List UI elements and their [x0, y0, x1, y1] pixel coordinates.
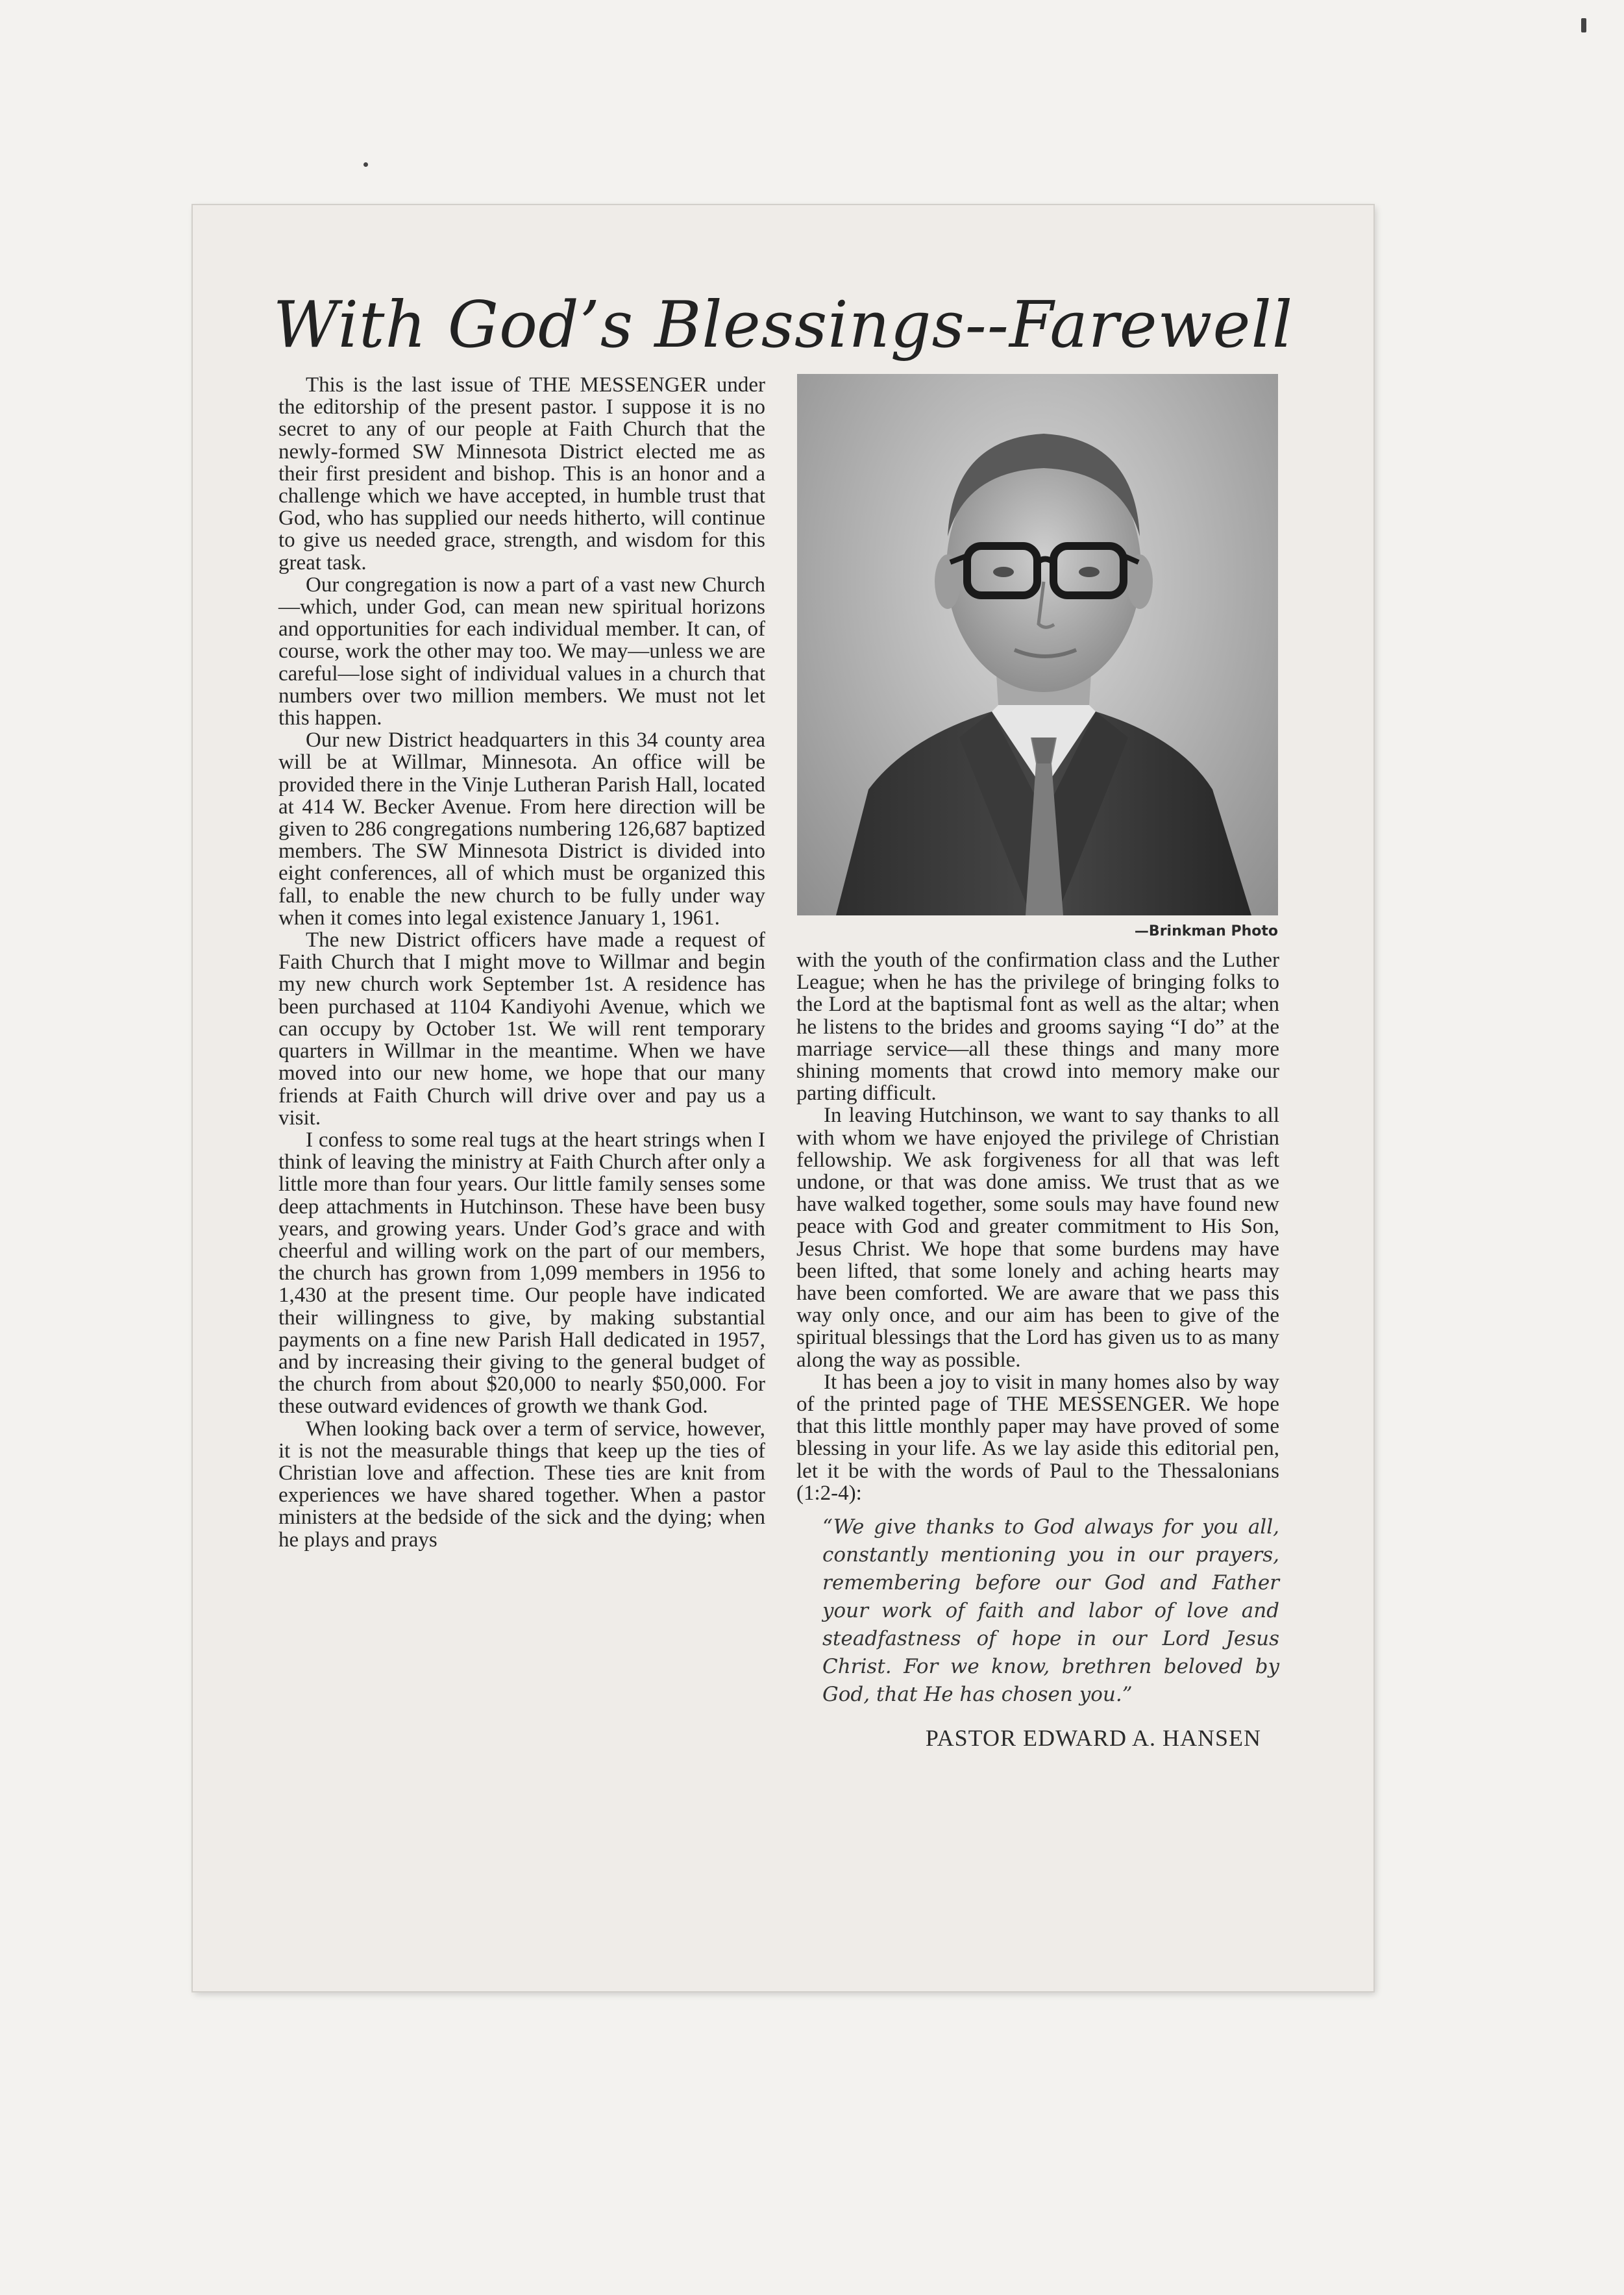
photo-credit: —Brinkman Photo: [1134, 923, 1278, 939]
portrait-illustration: [797, 374, 1278, 915]
right-column: [796, 949, 1279, 1752]
paragraph: Our new District headquarters in this 34 county area will be at Willmar, Minnesota. An office will be provided there in the Vinje Lutheran Parish Hall, located at 414 W. Becker Avenue. From here direction will be given to 286 congregations numbering 126,687 baptized members. The SW Minnesota District is divided into eight conferences, all of which must be organized this fall, to enable the new church to be fully under way when it comes into legal existence January 1, 1961.: [278, 728, 765, 930]
scripture-quote: “We give thanks to God always for you all, constantly mentioning you in our prayers, remembering before our God and Father your work of faith and labor of love and steadfastness of hope in our Lord Jesus Christ. For we know, brethren beloved by God, that He has chosen you.”: [822, 1515, 1279, 1707]
pastor-portrait-photo: [797, 374, 1278, 915]
paragraph: with the youth of the confirmation class and the Luther League; when he has the privilege of bringing folks to the Lord at the baptismal font as well as the altar; when he listens to the brides and grooms saying “I do” at the marriage service—all these things and many more shining moments that crowd into memory make our parting difficult.: [796, 949, 1279, 1106]
paragraph: Our congregation is now a part of a vast new Church—which, under God, can mean new spiritual horizons and opportunities for each individual member. It can, of course, work the other may too. We may—unless we are careful—lose sight of individual values in a church that numbers over two million members. We must not let this happen.: [278, 573, 765, 730]
paragraph: This is the last issue of THE MESSENGER under the editorship of the present pastor. I suppose it is no secret to any of our people at Faith Church that the newly-formed SW Minnesota District elected me as their first president and bishop. This is an honor and a challenge which we have accepted, in humble trust that God, who has supplied our needs hitherto, will continue to give us needed grace, strength, and wisdom for this great task.: [278, 373, 765, 575]
author-signature: PASTOR EDWARD A. HANSEN: [925, 1725, 1261, 1752]
paragraph: I confess to some real tugs at the heart strings when I think of leaving the ministry at Faith Church after only a little more than four years. Our little family senses some deep attachments in Hutchinson. These have been busy years, and growing years. Under God’s grace and with cheerful and willing work on the part of our members, the church has grown from 1,099 members in 1956 to 1,430 at the present time. Our people have indicated their willingness to give, by making substantial payments on a fine new Parish Hall dedicated in 1957, and by increasing their giving to the general budget of the church from about $20,000 to nearly $50,000. For these outward evidences of growth we thank God.: [278, 1128, 765, 1419]
paragraph: In leaving Hutchinson, we want to say thanks to all with whom we have enjoyed the privilege of Christian fellowship. We ask forgiveness for all that was left undone, or that was done amiss. We trust that as we have walked together, some souls may have found new peace with God and greater commitment to His Son, Jesus Christ. We hope that some burdens may have been lifted, that some lonely and aching hearts may have been comforted. We are aware that we pass this way only once, and our aim has been to give of the spiritual blessings that the Lord has given us to as many along the way as possible.: [796, 1104, 1279, 1372]
article-headline: With God’s Blessings--Farewell: [273, 288, 1294, 362]
newsletter-page: [193, 205, 1373, 1991]
paragraph: When looking back over a term of service, however, it is not the measurable things that keep up the ties of Christian love and affection. These ties are knit from experiences we have shared together. When a pastor ministers at the bedside of the sick and the dying; when he plays and prays: [278, 1417, 765, 1552]
paragraph: The new District officers have made a request of Faith Church that I might move to Willmar and begin my new church work September 1st. A residence has been purchased at 1104 Kandiyohi Avenue, which we can occupy by October 1st. We will rent temporary quarters in Willmar in the meantime. When we have moved into our new home, we hope that our many friends at Faith Church will drive over and pay us a visit.: [278, 928, 765, 1130]
paragraph: It has been a joy to visit in many homes also by way of the printed page of THE MESSENGER. We hope that this little monthly paper may have proved of some blessing in your life. As we lay aside this editorial pen, let it be with the words of Paul to the Thessalonians (1:2-4):: [796, 1370, 1279, 1505]
paper-speck: [1581, 18, 1586, 32]
left-column: [278, 374, 765, 1551]
paper-speck: [363, 162, 368, 167]
